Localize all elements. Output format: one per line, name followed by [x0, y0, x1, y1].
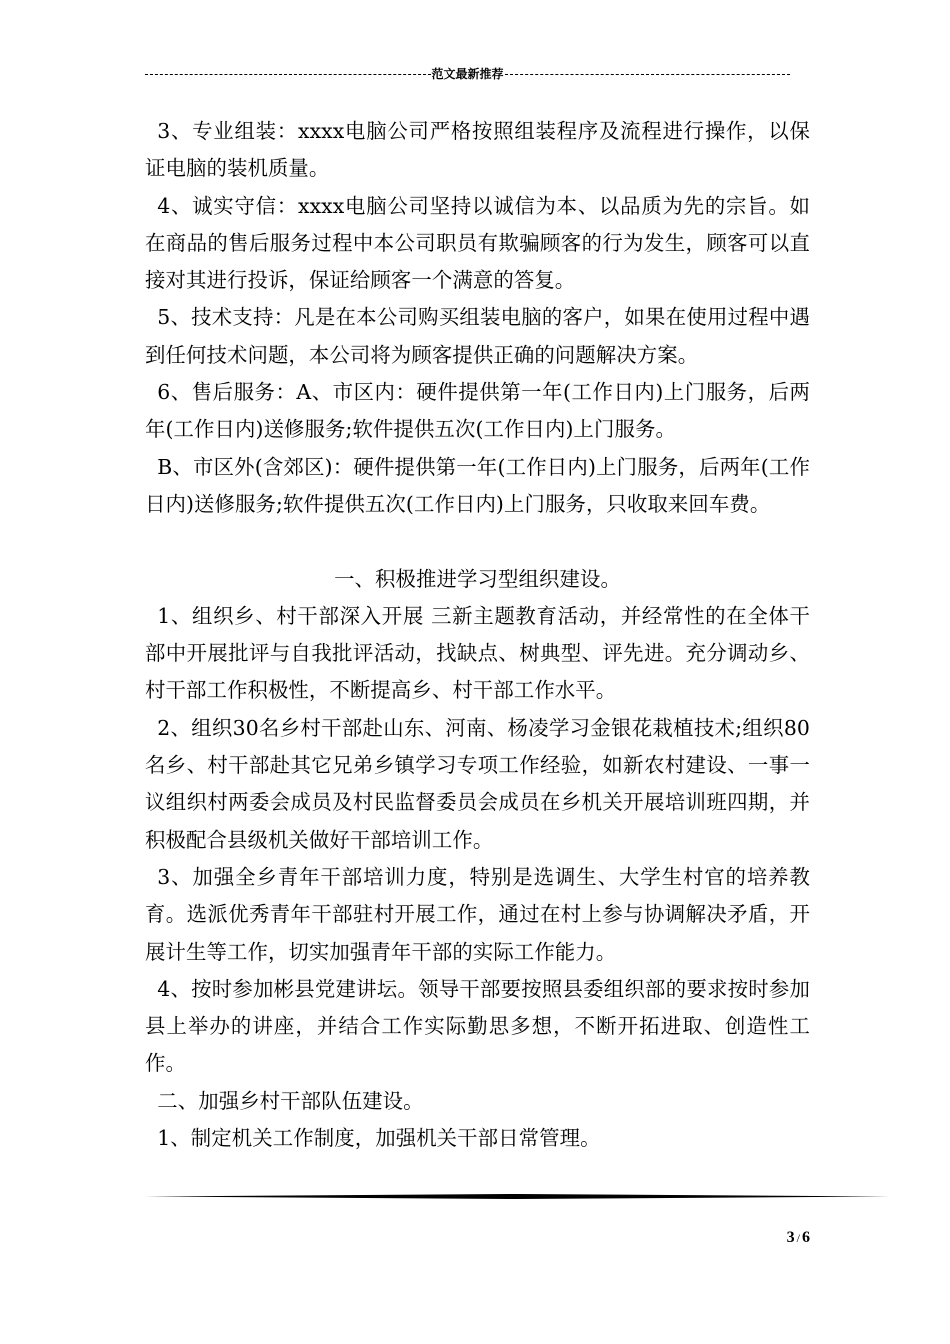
footer-rule: [145, 1194, 890, 1199]
section-heading-cadre-team: 二、加强乡村干部队伍建设。: [157, 1088, 424, 1113]
page-header: [145, 66, 790, 82]
section-heading-learning-organization: 一、积极推进学习型组织建设。: [334, 566, 621, 591]
document-body: [145, 113, 810, 1157]
paragraph-party-forum: 4、按时参加彬县党建讲坛。领导干部要按照县委组织部的要求按时参加县上举办的讲座，并结合工作实际勤思多想，不断开拓进取、创造性工作。: [145, 976, 810, 1076]
paragraph-training-trips: 2、组织30名乡村干部赴山东、河南、杨凌学习金银花栽植技术;组织80名乡、村干部赴其它兄弟乡镇学习专项工作经验，如新农村建设、一事一议组织村两委会成员及村民监督委员会成员在乡机关开展培训班四期，并积极配合县级机关做好干部培训工作。: [145, 715, 810, 852]
paragraph-young-cadres: 3、加强全乡青年干部培训力度，特别是选调生、大学生村官的培养教育。选派优秀青年干部驻村开展工作，通过在村上参与协调解决矛盾，开展计生等工作，切实加强青年干部的实际工作能力。: [145, 864, 810, 964]
header-dash-right: [505, 74, 791, 75]
paragraph-education-activity: 1、组织乡、村干部深入开展 三新主题教育活动，并经常性的在全体干部中开展批评与自我批评活动，找缺点、树典型、评先进。充分调动乡、村干部工作积极性，不断提高乡、村干部工作水平。: [145, 603, 810, 703]
header-title: 范文最新推荐: [431, 67, 504, 81]
paragraph-after-sales: 6、售后服务：A、市区内：硬件提供第一年(工作日内)上门服务，后两年(工作日内)送修服务;软件提供五次(工作日内)上门服务。: [145, 380, 810, 442]
paragraph-tech-support: 5、技术支持：凡是在本公司购买组装电脑的客户，如果在使用过程中遇到任何技术问题，本公司将为顾客提供正确的问题解决方案。: [145, 305, 810, 367]
page-number: [760, 1228, 810, 1248]
header-dash-left: [145, 74, 431, 75]
paragraph-work-rules: 1、制定机关工作制度，加强机关干部日常管理。: [157, 1126, 601, 1151]
paragraph-integrity: 4、诚实守信：xxxx电脑公司坚持以诚信为本、以品质为先的宗旨。如在商品的售后服务过程中本公司职员有欺骗顾客的行为发生，顾客可以直接对其进行投诉，保证给顾客一个满意的答复。: [145, 193, 810, 293]
page-current: 3: [786, 1229, 795, 1246]
paragraph-suburban-service: B、市区外(含郊区)：硬件提供第一年(工作日内)上门服务，后两年(工作日内)送修服务;软件提供五次(工作日内)上门服务，只收取来回车费。: [145, 454, 810, 516]
page-total: 6: [802, 1229, 810, 1246]
paragraph-assembly: 3、专业组装：xxxx电脑公司严格按照组装程序及流程进行操作，以保证电脑的装机质量。: [145, 119, 810, 181]
page-separator: /: [796, 1231, 800, 1245]
blank-line: [145, 523, 810, 560]
